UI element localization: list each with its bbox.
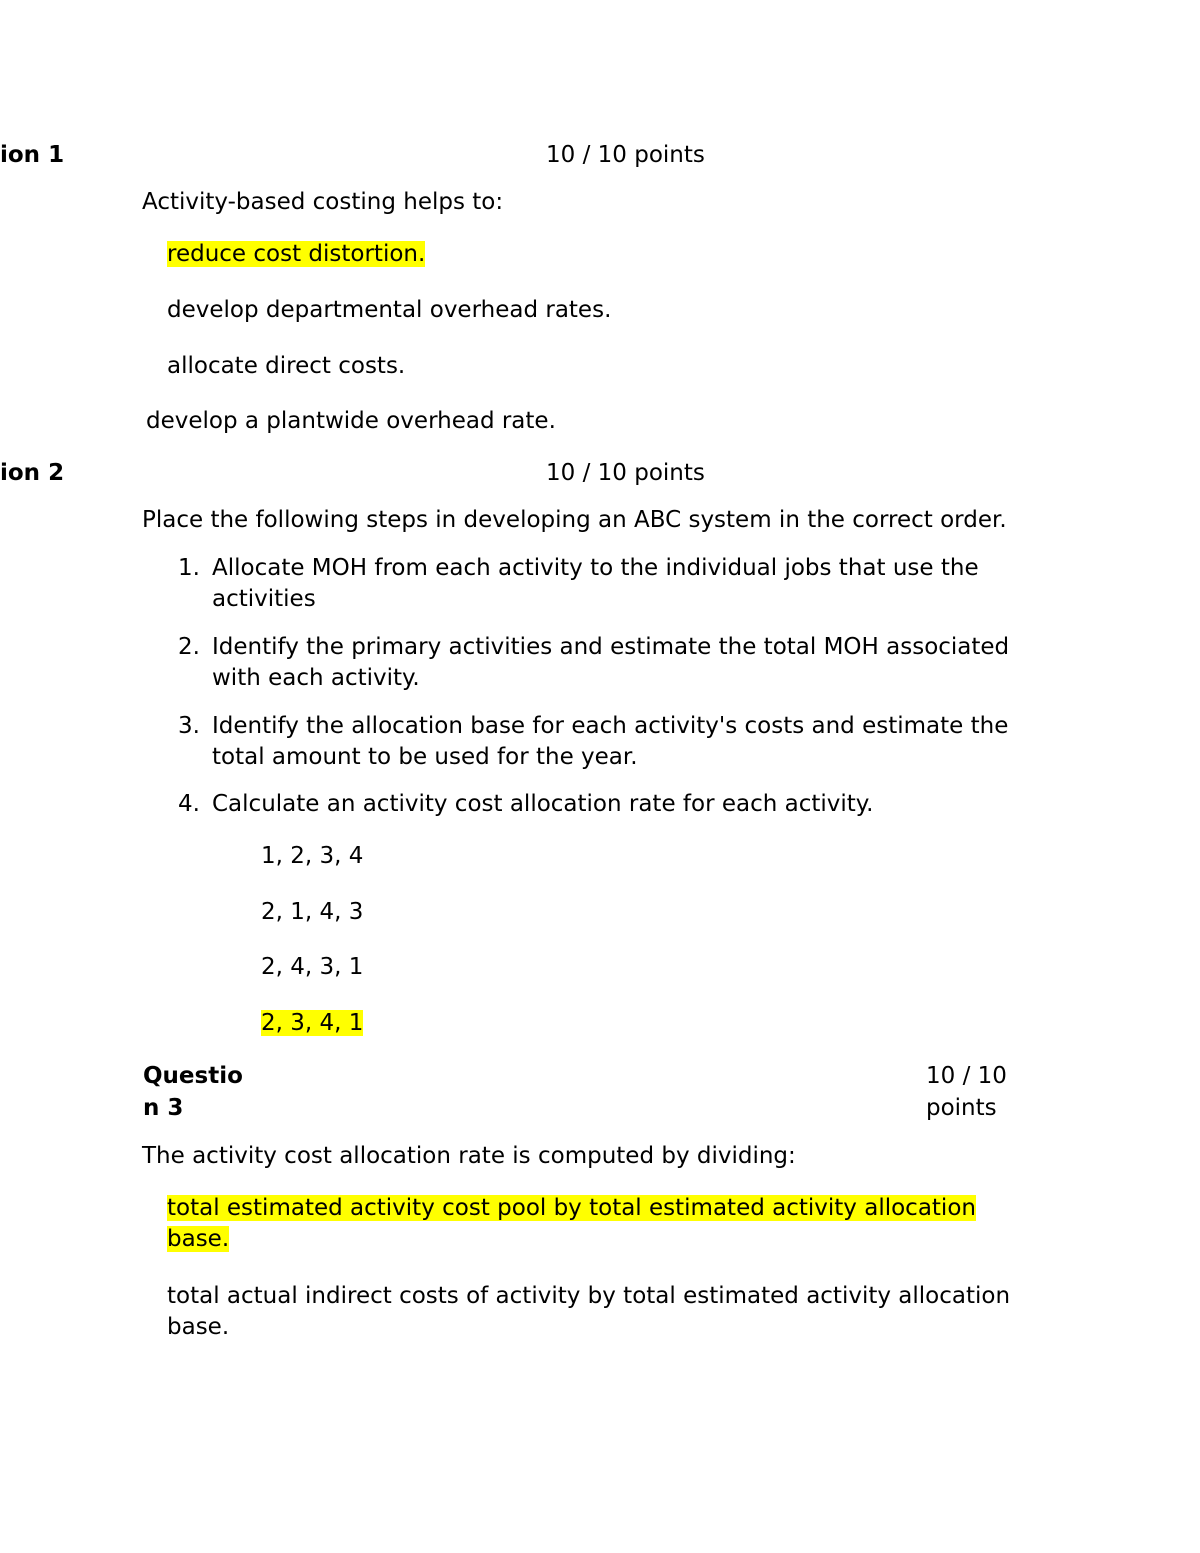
question-3-option-b-text: total actual indirect costs of activity by total estimated activity allocation base. [167, 1283, 1011, 1340]
question-2-points: 10 / 10 points [546, 460, 705, 486]
step-1-number: 1. [178, 555, 200, 581]
question-1-prompt: Activity-based costing helps to: [142, 189, 504, 215]
question-2-prompt: Place the following steps in developing an ABC system in the correct order. [142, 507, 1007, 533]
question-1-option-b-text: develop departmental overhead rates. [167, 297, 612, 323]
step-3-text: Identify the allocation base for each activity's costs and estimate the total amount to be used for the year. [212, 713, 1009, 770]
question-3-option-a-text: total estimated activity cost pool by total estimated activity allocation base. [167, 1195, 976, 1252]
question-1-option-d-text: develop a plantwide overhead rate. [146, 408, 556, 434]
question-3-prompt: The activity cost allocation rate is computed by dividing: [142, 1143, 796, 1169]
question-1-option-c-text: allocate direct costs. [167, 353, 406, 379]
question-1-label: ion 1 [0, 142, 65, 168]
question-3-points-line-2: points [926, 1095, 997, 1121]
question-1-option-a[interactable] [167, 239, 425, 270]
question-3-label-line-1: Questio [143, 1063, 243, 1089]
question-2-option-b[interactable] [261, 897, 363, 928]
question-1-option-c[interactable] [167, 351, 405, 382]
step-3-number: 3. [178, 713, 200, 739]
question-2-option-d-text: 2, 3, 4, 1 [261, 1010, 364, 1036]
question-3-label-line-2: n 3 [143, 1095, 184, 1121]
question-2-option-b-text: 2, 1, 4, 3 [261, 899, 364, 925]
question-3-points-line-1: 10 / 10 [926, 1063, 1007, 1089]
step-2-number: 2. [178, 634, 200, 660]
question-3-option-b[interactable] [167, 1281, 1047, 1343]
question-3-option-a[interactable] [167, 1193, 1017, 1255]
step-1-text: Allocate MOH from each activity to the individual jobs that use the activities [212, 555, 979, 612]
step-4-text: Calculate an activity cost allocation rate for each activity. [212, 791, 874, 817]
question-1-option-a-text: reduce cost distortion. [167, 241, 426, 267]
question-2-option-c-text: 2, 4, 3, 1 [261, 954, 364, 980]
question-1-option-b[interactable] [167, 295, 611, 326]
question-2-option-a-text: 1, 2, 3, 4 [261, 843, 364, 869]
question-1-option-d[interactable] [146, 406, 556, 437]
question-2-option-c[interactable] [261, 952, 363, 983]
question-2-option-d[interactable] [261, 1008, 363, 1039]
step-2-text: Identify the primary activities and estimate the total MOH associated with each activity. [212, 634, 1010, 691]
step-4-number: 4. [178, 791, 200, 817]
question-2-option-a[interactable] [261, 841, 363, 872]
question-1-points: 10 / 10 points [546, 142, 705, 168]
question-2-label: ion 2 [0, 460, 65, 486]
